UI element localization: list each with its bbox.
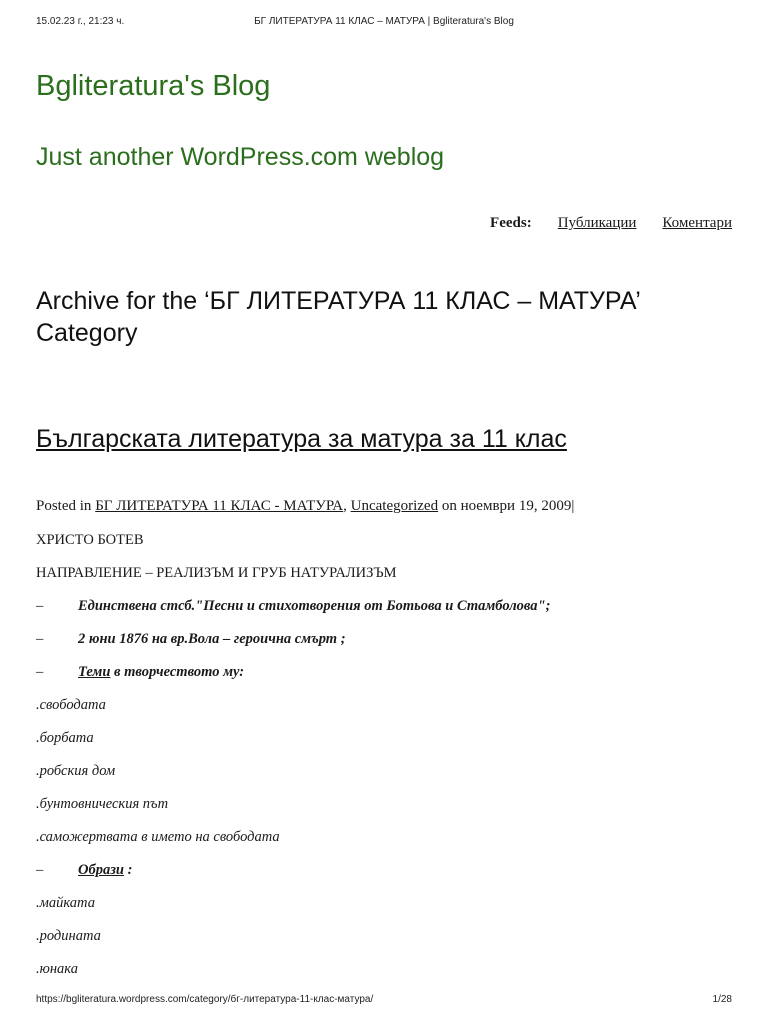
- category-link-uncategorized[interactable]: Uncategorized: [350, 498, 439, 514]
- site-title-link[interactable]: Bgliteratura's Blog: [36, 70, 271, 102]
- print-footer: [36, 994, 732, 1008]
- image-item: .родината: [36, 928, 101, 944]
- theme-item: .свободата: [36, 697, 106, 713]
- content-item-death: [36, 629, 736, 662]
- theme-item: .бунтовническия път: [36, 796, 169, 812]
- death-text: 2 юни 1876 на вр.Вола – героична смърт ;: [78, 631, 346, 647]
- content-item-collection: [36, 596, 736, 629]
- feeds-bar: [490, 215, 732, 232]
- posted-in-label: Posted in: [36, 498, 92, 514]
- content-images-heading: [36, 860, 736, 893]
- site-description: Just another WordPress.com weblog: [36, 143, 445, 171]
- themes-rest: в творчеството му:: [110, 664, 245, 680]
- meta-separator: ,: [343, 498, 347, 514]
- dash-marker: –: [36, 862, 44, 878]
- content-direction: НАПРАВЛЕНИЕ – РЕАЛИЗЪМ И ГРУБ НАТУРАЛИЗЪМ: [36, 565, 397, 581]
- images-rest: :: [123, 862, 133, 878]
- feeds-comments-link[interactable]: Коментари: [662, 215, 732, 231]
- image-item: .майката: [36, 895, 95, 911]
- feeds-posts-link[interactable]: Публикации: [557, 215, 637, 231]
- dash-marker: –: [36, 598, 44, 614]
- archive-title: Archive for the ‘БГ ЛИТЕРАТУРА 11 КЛАС – МАТУРА’ Category: [36, 287, 640, 347]
- print-header: [36, 16, 732, 30]
- theme-item: .борбата: [36, 730, 94, 746]
- feeds-label: Feeds:: [490, 215, 532, 231]
- post-title-link[interactable]: Българската литература за матура за 11 клас: [36, 425, 567, 453]
- post-date: on ноември 19, 2009|: [441, 498, 575, 514]
- theme-item: .саможертвата в името на свободата: [36, 829, 280, 845]
- print-date: 15.02.23 г., 21:23 ч.: [36, 16, 125, 27]
- post-content: [36, 530, 736, 992]
- dash-marker: –: [36, 631, 44, 647]
- dash-marker: –: [36, 664, 44, 680]
- print-page-number: 1/28: [712, 994, 732, 1005]
- themes-word: Теми: [78, 664, 111, 680]
- content-author: ХРИСТО БОТЕВ: [36, 532, 144, 548]
- content-themes-heading: [36, 662, 736, 695]
- theme-item: .робския дом: [36, 763, 116, 779]
- category-link-bg-literatura[interactable]: БГ ЛИТЕРАТУРА 11 КЛАС - МАТУРА: [95, 498, 344, 514]
- image-item: .юнака: [36, 961, 78, 977]
- print-url: https://bgliteratura.wordpress.com/category/бг-литература-11-клас-матура/: [36, 994, 374, 1005]
- collection-text: Единствена стсб."Песни и стихотворения от Ботьова и Стамболова";: [78, 598, 551, 614]
- print-page-title: БГ ЛИТЕРАТУРА 11 КЛАС – МАТУРА | Bgliteratura's Blog: [254, 16, 514, 27]
- images-word: Образи: [78, 862, 124, 878]
- post-meta: [36, 498, 574, 515]
